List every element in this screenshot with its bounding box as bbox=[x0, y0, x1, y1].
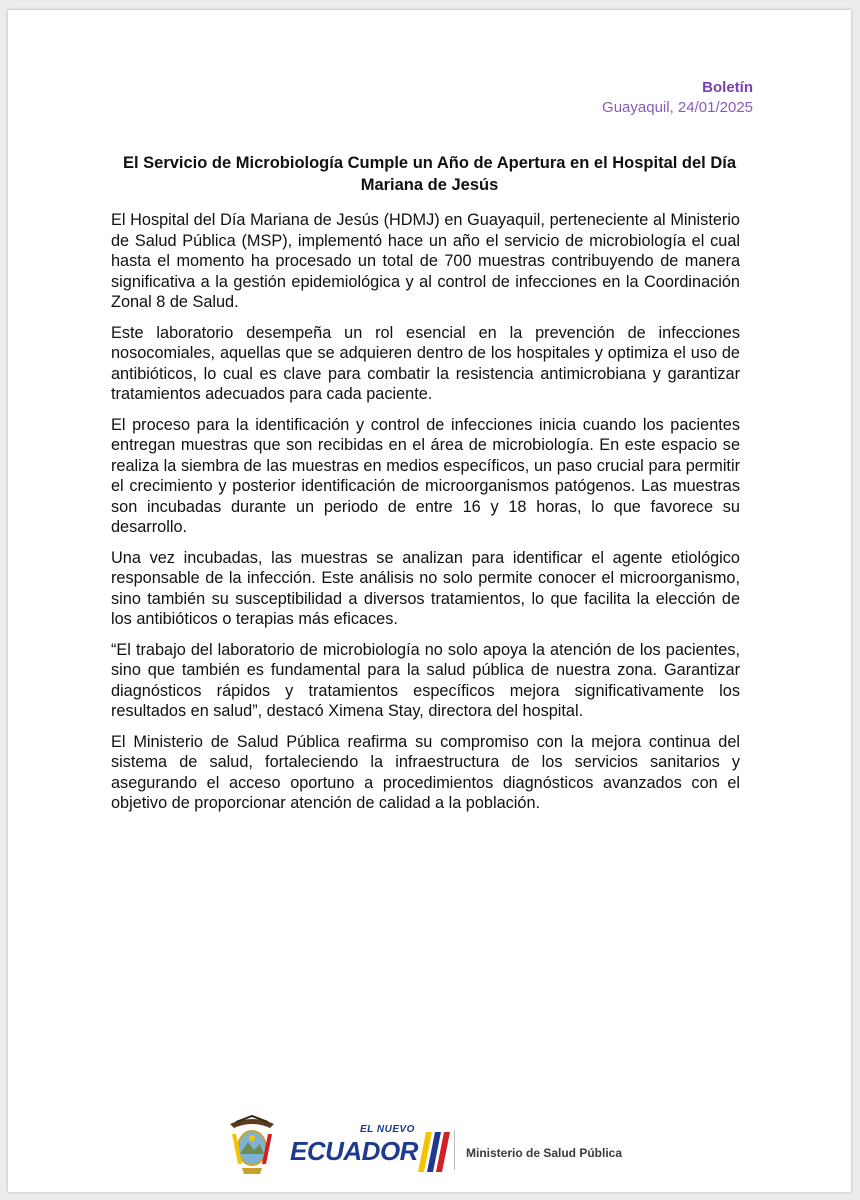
paragraph: El proceso para la identificación y control de infecciones inicia cuando los pacientes entregan muestras que son recibidas en el área de microbiología. En este espacio se realiza la siembra de las muestras en medios específicos, un paso crucial para permitir el crecimiento y posterior identificación de microorganismos patógenos. Las muestras son incubadas durante un periodo de entre 16 y 18 horas, lo que favorece su desarrollo. bbox=[111, 415, 740, 536]
coat-of-arms-icon bbox=[226, 1114, 278, 1176]
el-nuevo-ecuador-logo bbox=[290, 1124, 460, 1174]
document-page bbox=[8, 10, 851, 1192]
logo-big-text: ECUADOR bbox=[290, 1136, 418, 1166]
logo-divider bbox=[454, 1130, 455, 1170]
document-body bbox=[111, 210, 740, 824]
document-title: El Servicio de Microbiología Cumple un Año de Apertura en el Hospital del Día Mariana de Jesús bbox=[122, 154, 737, 194]
quote-paragraph: “El trabajo del laboratorio de microbiología no solo apoya la atención de los pacientes, sino que también es fundamental para la salud pública de nuestra zona. Garantizar diagnósticos rápidos y tratamientos específicos mejora significativamente los resultados en salud”, destacó Ximena Stay, directora del hospital. bbox=[111, 640, 740, 720]
paragraph: Una vez incubadas, las muestras se analizan para identificar el agente etiológico responsable de la infección. Este análisis no solo permite conocer el microorganismo, sino también su susceptibilidad a diversos tratamientos, lo que facilita la elección de los antibióticos o terapias más eficaces. bbox=[111, 548, 740, 628]
place-date: Guayaquil, 24/01/2025 bbox=[602, 99, 753, 116]
paragraph: El Ministerio de Salud Pública reafirma su compromiso con la mejora continua del sistema de salud, fortaleciendo la infraestructura de los servicios sanitarios y asegurando el acceso oportuno a procedimientos diagnósticos avanzados con el objetivo de proporcionar atención de calidad a la población. bbox=[111, 732, 740, 812]
bulletin-label: Boletín bbox=[702, 79, 753, 96]
footer-logos bbox=[8, 1110, 851, 1190]
ecuador-stripes-icon bbox=[418, 1132, 454, 1172]
ministry-name: Ministerio de Salud Pública bbox=[466, 1146, 623, 1160]
logo-small-text: EL NUEVO bbox=[360, 1124, 415, 1135]
bulletin-header bbox=[602, 78, 753, 118]
paragraph: El Hospital del Día Mariana de Jesús (HDMJ) en Guayaquil, perteneciente al Ministerio de Salud Pública (MSP), implementó hace un año el servicio de microbiología el cual hasta el momento ha procesado un total de 700 muestras contribuyendo de manera significativa a la gestión epidemiológica y al control de infecciones en la Coordinación Zonal 8 de Salud. bbox=[111, 211, 740, 311]
paragraph: Este laboratorio desempeña un rol esencial en la prevención de infecciones nosocomiales, aquellas que se adquieren dentro de los hospitales y optimiza el uso de antibióticos, lo cual es clave para combatir la resistencia antimicrobiana y garantizar tratamientos adecuados para cada paciente. bbox=[111, 323, 740, 403]
